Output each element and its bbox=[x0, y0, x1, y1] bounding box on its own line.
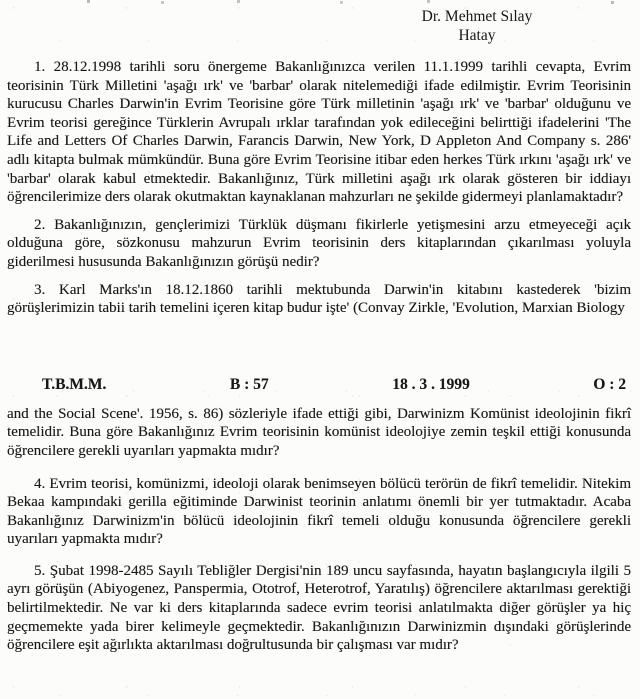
scan-noise-artifacts bbox=[0, 1, 1, 2]
signatory-city: Hatay bbox=[458, 27, 496, 44]
question-3-paragraph-part-1: 3. Karl Marks'ın 18.12.1860 tarihli mektubunda Darwin'in kitabını kastederek 'bizim görüşlerimizin tabii tarih temelini içeren kitap budur işte' (Convay Zirkle, 'Evolution, Marxian Biology bbox=[7, 281, 631, 317]
header-date: 18 . 3 . 1999 bbox=[392, 375, 470, 393]
header-sitting-number: O : 2 bbox=[593, 375, 626, 393]
question-5-paragraph: 5. Şubat 1998-2485 Sayılı Tebliğler Dergisi'nin 189 uncu sayfasında, hayatın başlangıcıyla ilgili 5 ayrı görüşün (Abiyogenez, Panspermia, Ototrof, Heterotrof, Yaratılış) öğrencilere aktarılması gerektiği belirtilmektedir. Ne var ki ders kitaplarında sadece evrim teorisi anlatılmakta diğer görüşler ya hiç geçmemekte yada birer kelimeyle geçmektedir. Bakanlığınızın Darwinizmin dışındaki görüşlerinde öğrencilere eşit ağırlıkta aktarılması doğrultusunda bir çalışması var mıdır? bbox=[7, 562, 631, 654]
header-session-number: B : 57 bbox=[229, 375, 269, 393]
header-institution: T.B.M.M. bbox=[42, 375, 107, 393]
page-break-gap bbox=[7, 318, 631, 376]
running-header bbox=[7, 376, 631, 394]
signature-block bbox=[371, 7, 583, 45]
question-2-paragraph: 2. Bakanlığınızın, gençlerimizi Türklük düşmanı fikirlerle yetişmesini arzu etmeyeceği açık olduğuna göre, sözkonusu mahzurun Evrim teorisinin ders kitaplarından çıkarılması yoluyla giderilmesi hususunda Bakanlığınızın görüşü nedir? bbox=[7, 216, 631, 270]
question-1-paragraph: 1. 28.12.1998 tarihli soru önergeme Bakanlığınızca verilen 11.1.1999 tarihli cevapta, Evrim teorisinin Türk Milletini 'aşağı ırk' ve 'barbar' olarak nitelemediği ifade edilmiştir. Evrim Teorisinin kurucusu Charles Darwin'in Evrim Teorisine göre Türk milletinin 'aşağı ırk' ve 'barbar' olduğunu ve Evrim teorisi gereğince Türklerin Avrupalı ırklar tarafından yok edileceğini belirttiği ifadelerini 'The Life and Letters Of Charles Darwin, Farancis Darwin, New York, D Appleton And Company s. 286' adlı kitapta bulmak mümkündür. Buna göre Evrim Teorisine itibar eden herkes Türk ırkını 'aşağı ırk' ve 'barbar' olarak kabul etmektedir. Bakanlığınız, Türk milletini aşağı ırk olarak gösteren bir iddiayı öğrencilerimize ders olarak okutmaktan kaynaklanan mahzurları ne şekilde gidermeyi planlamaktadır? bbox=[7, 59, 631, 206]
question-4-paragraph: 4. Evrim teorisi, komünizmi, ideoloji olarak benimseyen bölücü terörün de fikrî temelidir. Nitekim Bekaa kampındaki gerilla eğitiminde Darwinist teorinin anlatımı önemli bir yer tutmaktadır. Acaba Bakanlığınız Darwinizm'in bölücü ideolojinin fikrî temeli olduğu konusunda öğrencilere gerekli uyarıları yapmakta mıdır? bbox=[7, 475, 631, 548]
signatory-name: Dr. Mehmet Sılay bbox=[421, 8, 533, 25]
question-3-paragraph-part-2: and the Social Scene'. 1956, s. 86) sözleriyle ifade ettiği gibi, Darwinizm Komünist ideolojinin fikrî temelidir. Buna göre Bakanlığınız Evrim teorisinin komünist ideolojiye zemin teşkil ettiği konusunda öğrencilere gerekli uyarıları yapmakta mıdır? bbox=[7, 405, 631, 459]
